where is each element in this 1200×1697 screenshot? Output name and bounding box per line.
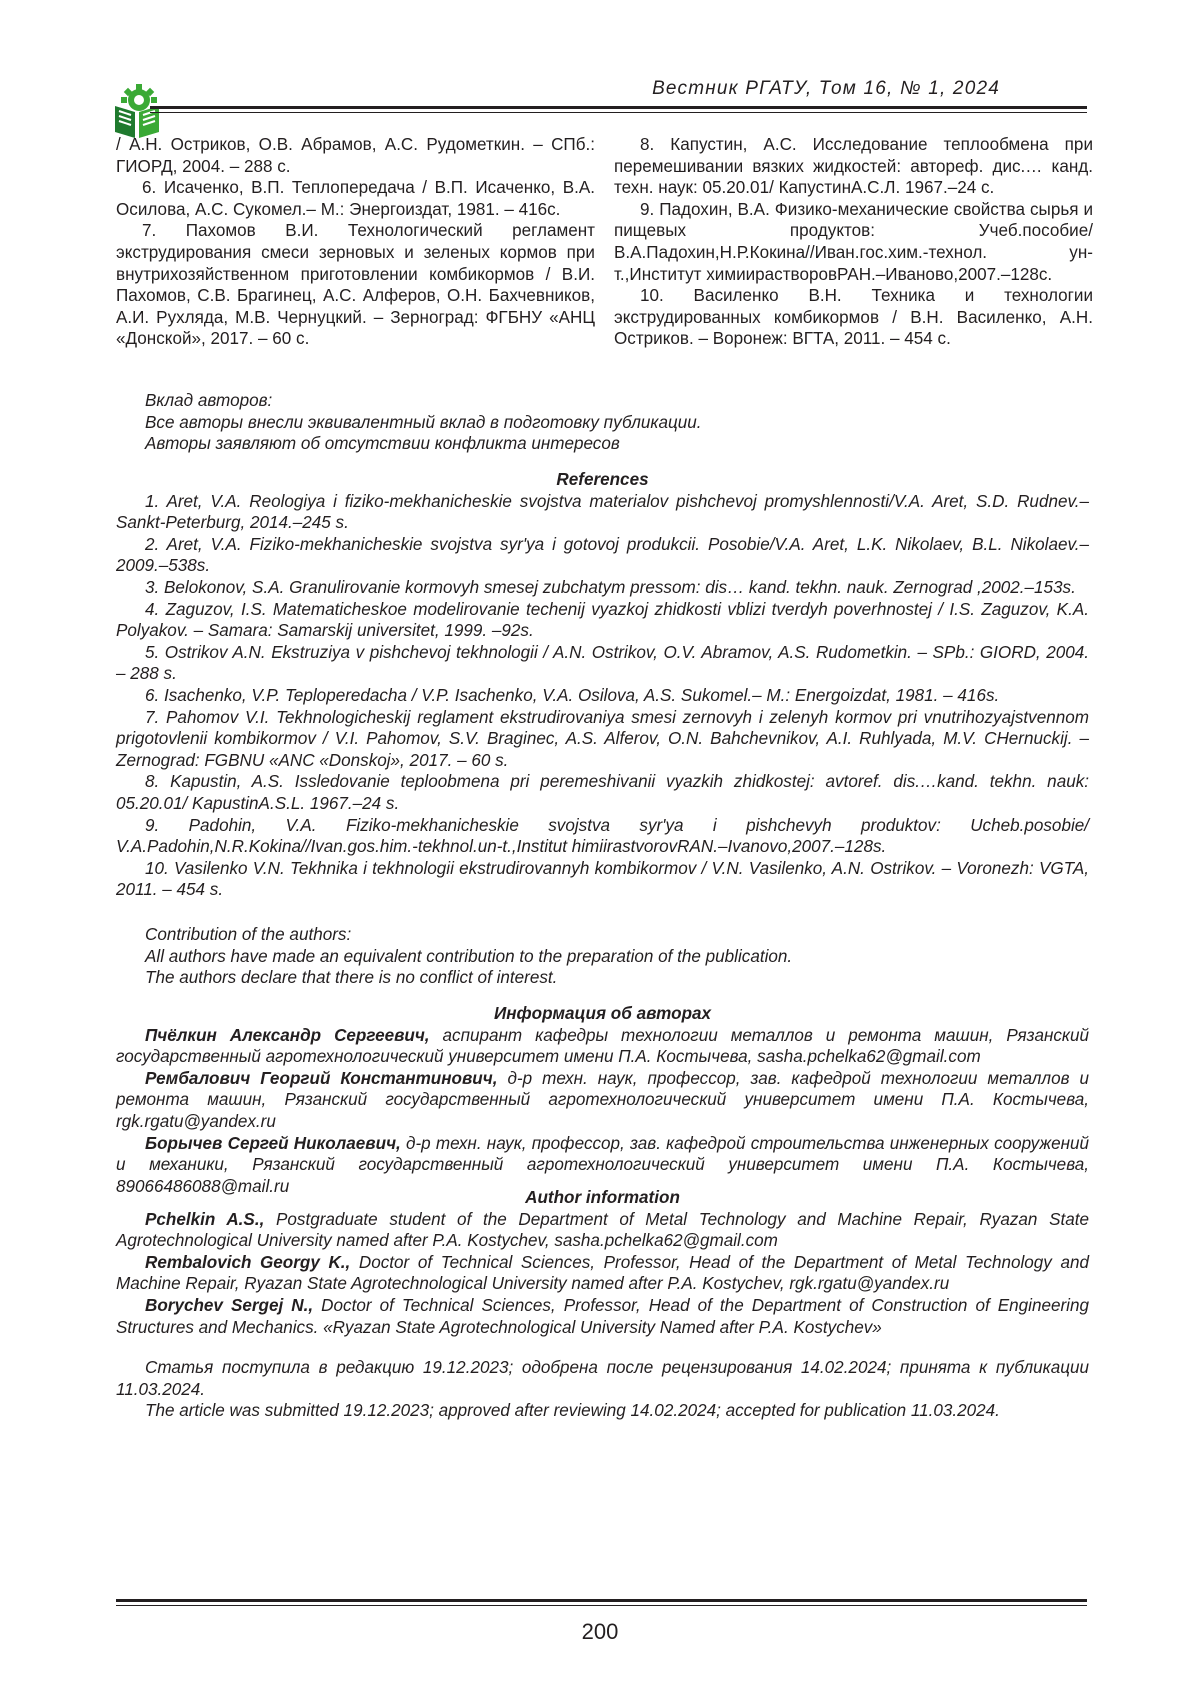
header-rule: [150, 106, 1087, 109]
conflict-ru-text: Авторы заявляют об отсутствии конфликта интересов: [145, 434, 620, 454]
reference-item: 5. Ostrikov A.N. Ekstruziya v pishchevoj tekhnologii / A.N. Ostrikov, O.V. Abramov, A.S. Rudometkin. – SPb.: GIORD, 2004. – 288 s.: [116, 642, 1089, 684]
journal-running-title: Вестник РГАТУ, Том 16, № 1, 2024: [652, 78, 1000, 99]
author-details: д-р техн. наук, профессор, зав. кафедрой технологии металлов и ремонта машин, Рязанский государственный агротехнологический университет имени П.А. Костычева, rgk.rgatu@yandex.ru: [116, 1068, 1089, 1131]
reference-item: 2. Aret, V.A. Fiziko-mekhanicheskie svojstva syr'ya i gotovoj produkcii. Posobie/V.A. Aret, L.K. Nikolaev, B.L. Nikolaev.–2009.–538s.: [116, 534, 1089, 576]
article-dates-ru: Статья поступила в редакцию 19.12.2023; одобрена после рецензирования 14.02.2024; принята к публикации 11.03.2024.: [116, 1358, 1089, 1399]
footer-rule: [116, 1599, 1087, 1602]
authors-ru-heading: Информация об авторах: [493, 1004, 712, 1023]
reference-item: 1. Aret, V.A. Reologiya i fiziko-mekhanicheskie svojstva materialov pishchevoj promyshlennosti/V.A. Aret, S.D. Rudnev.– Sankt-Peterburg, 2014.–245 s.: [116, 491, 1089, 533]
header-rule-thin: [150, 112, 1087, 113]
reference-item: 10. Vasilenko V.N. Tekhnika i tekhnologii ekstrudirovannyh kombikormov / V.N. Vasilenko, A.N. Ostrikov. – Voronezh: VGTA, 2011. – 454 s.: [116, 858, 1089, 900]
author-name: Pchelkin A.S.,: [145, 1209, 265, 1229]
reference-item: 8. Капустин, А.С. Исследование теплообмена при перемешивании вязких жидкостей: автореф. дис.… канд. техн. наук: 05.20.01/ КапустинА.С.Л. 1967.–24 с.: [614, 135, 1093, 198]
contribution-ru: [116, 390, 1089, 455]
author-entry: [116, 1209, 1089, 1252]
reference-item: 3. Belokonov, S.A. Granulirovanie kormovyh smesej zubchatym pressom: dis… kand. tekhn. nauk. Zernograd ,2002.–153s.: [145, 577, 1076, 597]
author-entry: [116, 1252, 1089, 1295]
author-name: Пчёлкин Александр Сергеевич,: [145, 1025, 430, 1045]
reference-item: 7. Pahomov V.I. Tekhnologicheskij reglament ekstrudirovaniya smesi zernovyh i zelenyh kormov pri vnutrihozyajstvennom prigotovlenii kombikormov / V.I. Pahomov, S.V. Braginec, A.S. Alferov, O.N. Bahchevnikov, A.I. Ruhlyada, M.V. CHernuckij. – Zernograd: FGBNU «ANC «Donskoj», 2017. – 60 s.: [116, 707, 1089, 770]
reference-item: 10. Василенко В.Н. Техника и технологии экструдированных комбикормов / В.Н. Василенко, А.Н. Остриков. – Воронеж: ВГТА, 2011. – 454 с.: [614, 286, 1093, 349]
author-details: Doctor of Technical Sciences, Professor, Head of the Department of Metal Technology and Machine Repair, Ryazan State Agrotechnological University named after P.A. Kostychev, rgk.rgatu@yandex.ru: [116, 1252, 1089, 1294]
author-entry: [116, 1295, 1089, 1338]
reference-item: 4. Zaguzov, I.S. Matematicheskoe modelirovanie techenij vyazkoj zhidkosti vblizi tverdyh poverhnostej / I.S. Zaguzov, K.A. Polyakov. – Samara: Samarskij universitet, 1999. –92s.: [116, 599, 1089, 641]
reference-item: 6. Isachenko, V.P. Teploperedacha / V.P. Isachenko, V.A. Osilova, A.S. Sukomel.– M.: Energoizdat, 1981. – 416s.: [145, 685, 1000, 705]
author-details: Postgraduate student of the Department of Metal Technology and Machine Repair, Ryazan State Agrotechnological University named after P.A. Kostychev, sasha.pchelka62@gmail.com: [116, 1209, 1089, 1251]
author-name: Borychev Sergej N.,: [145, 1295, 314, 1315]
footer-rule-thin: [116, 1605, 1087, 1606]
author-name: Борычев Сергей Николаевич,: [145, 1133, 401, 1153]
references-ru-left-column: [116, 134, 595, 350]
article-dates: [116, 1357, 1089, 1422]
reference-item: 8. Kapustin, A.S. Issledovanie teploobmena pri peremeshivanii vyazkih zhidkostej: avtoref. dis.…kand. tekhn. nauk: 05.20.01/ KapustinA.S.L. 1967.–24 s.: [116, 772, 1089, 813]
contribution-en-text: All authors have made an equivalent contribution to the preparation of the publication.: [145, 946, 793, 966]
reference-item: 7. Пахомов В.И. Технологический регламент экструдирования смеси зерновых и зеленых кормов при внутрихозяйственном приготовлении комбикормов / В.И. Пахомов, С.В. Брагинец, А.С. Алферов, О.Н. Бахчевников, А.И. Рухляда, М.В. Чернуцкий. – Зерноград: ФГБНУ «АНЦ «Донской», 2017. – 60 с.: [116, 221, 595, 349]
author-details: д-р техн. наук, профессор, зав. кафедрой строительства инженерных сооружений и механики, Рязанский государственный агротехнологический университет имени П.А. Костычева, 89066486088@mail.ru: [116, 1133, 1090, 1196]
article-dates-en: The article was submitted 19.12.2023; approved after reviewing 14.02.2024; accepted for publication 11.03.2024.: [145, 1401, 1000, 1421]
page-number: 200: [581, 1619, 619, 1644]
references-ru-right-column: [614, 134, 1093, 350]
author-entry: [116, 1068, 1089, 1133]
references-en: [116, 469, 1089, 901]
reference-item: 9. Padohin, V.A. Fiziko-mekhanicheskie svojstva syr'ya i pishchevyh produktov: Ucheb.posobie/ V.A.Padohin,N.R.Kokina//Ivan.gos.him.-tekhnol.un-t.,Institut himiirastvorovRAN.–Ivanovo,2007.–128s.: [116, 815, 1089, 857]
contribution-en: [116, 924, 1089, 989]
reference-item: 6. Исаченко, В.П. Теплопередача / В.П. Исаченко, В.А. Осилова, А.С. Сукомел.– М.: Энергоиздат, 1981. – 416с.: [116, 178, 595, 219]
authors-ru: [116, 1003, 1089, 1197]
contribution-en-heading: Contribution of the authors:: [145, 925, 352, 944]
author-entry: [116, 1025, 1089, 1068]
authors-en: [116, 1187, 1089, 1338]
reference-item: 9. Падохин, В.А. Физико-механические свойства сырья и пищевых продуктов: Учеб.пособие/ В.А.Падохин,Н.Р.Кокина//Иван.гос.хим.-технол. ун-т.,Институт химиирастворовРАН.–Иваново,2007.–128с.: [614, 199, 1093, 284]
author-details: Doctor of Technical Sciences, Professor, Head of the Department of Construction of Engineering Structures and Mechanics. «Ryazan State Agrotechnological University Named after P.A. Kostychev»: [116, 1295, 1089, 1337]
author-details: аспирант кафедры технологии металлов и ремонта машин, Рязанский государственный агротехнологический университет имени П.А. Костычева, sasha.pchelka62@gmail.com: [116, 1025, 1089, 1067]
reference-item: / А.Н. Остриков, О.В. Абрамов, А.С. Рудометкин. – СПб.: ГИОРД, 2004. – 288 с.: [116, 135, 595, 176]
contribution-ru-text: Все авторы внесли эквивалентный вклад в подготовку публикации.: [145, 412, 702, 432]
conflict-en-text: The authors declare that there is no conflict of interest.: [145, 968, 558, 988]
contribution-ru-heading: Вклад авторов:: [145, 391, 273, 410]
author-name: Rembalovich Georgy K.,: [145, 1252, 351, 1272]
authors-en-heading: Author information: [525, 1188, 680, 1207]
author-name: Рембалович Георгий Константинович,: [145, 1068, 498, 1088]
references-heading: References: [556, 470, 649, 489]
